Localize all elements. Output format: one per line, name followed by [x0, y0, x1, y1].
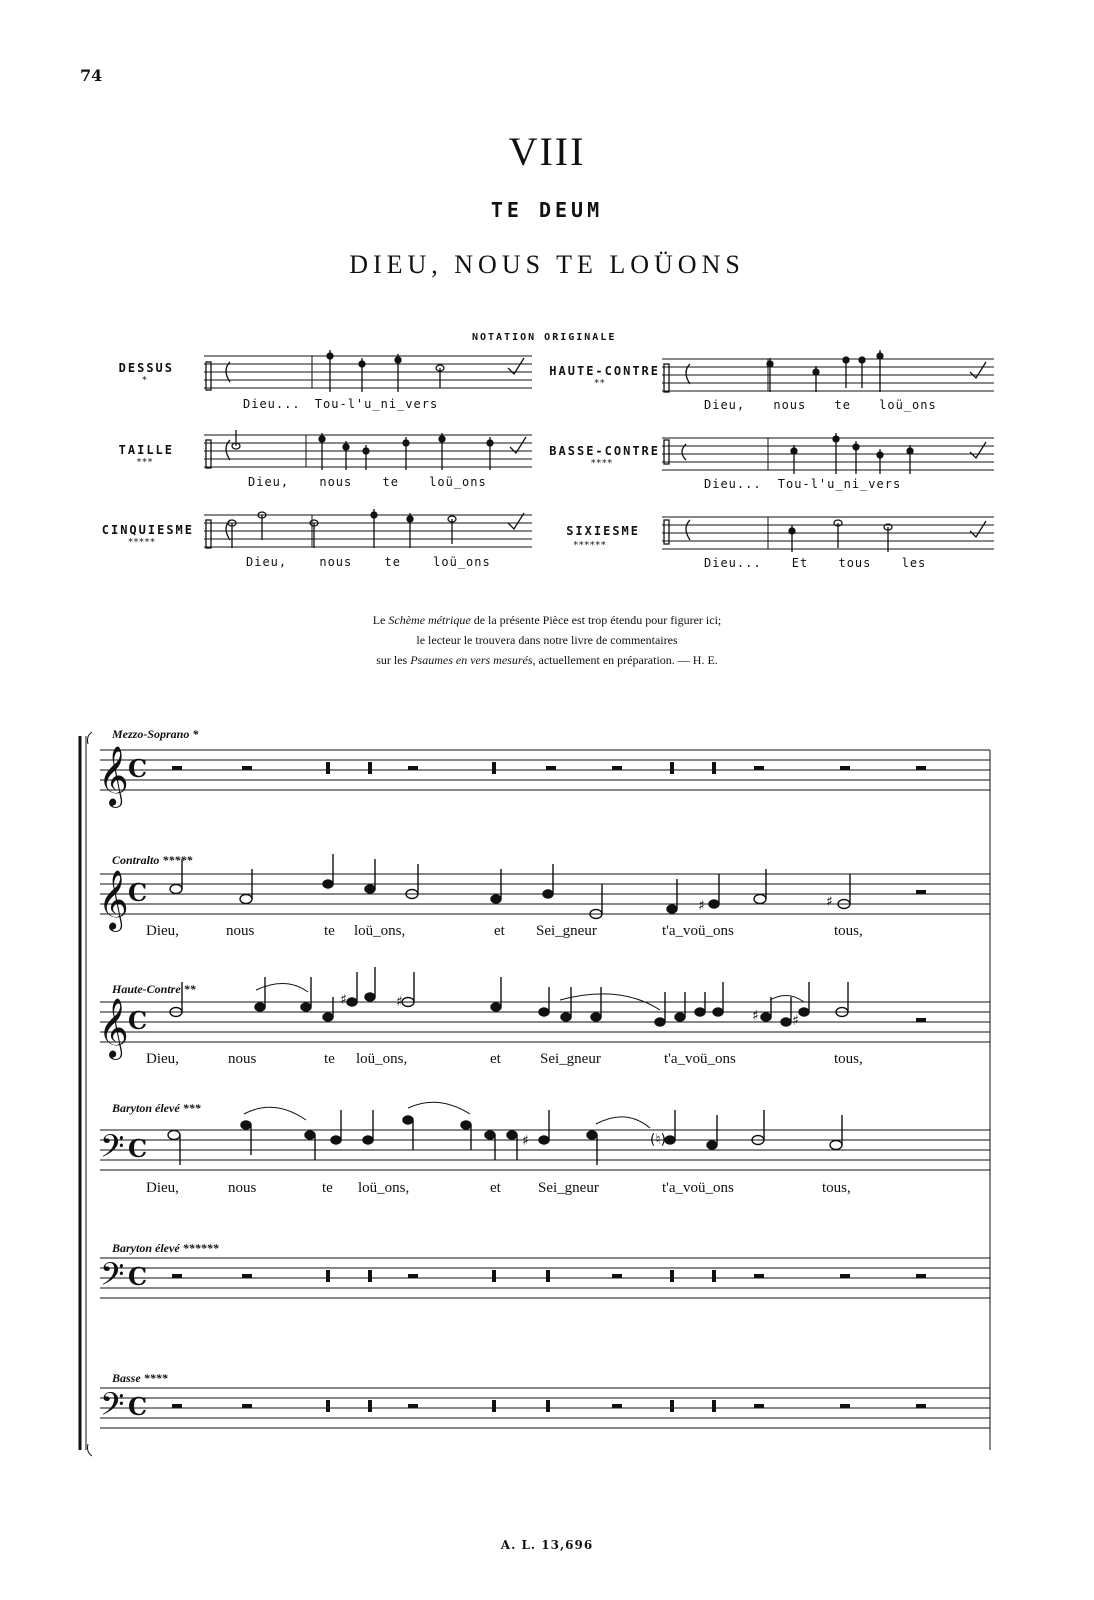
incipit-note — [884, 524, 892, 552]
notice-emphasis: Psaumes en vers mesurés, — [410, 653, 536, 667]
incipit-voice-stars: ***** — [128, 538, 156, 548]
part-name: Mezzo-Soprano * — [112, 727, 199, 741]
incipit-clef — [206, 520, 230, 548]
bass-clef-icon: 𝄢 — [100, 1386, 125, 1430]
incipit-clef — [206, 440, 230, 468]
incipit-lyric: Dieu... Tou-l'u_ni_vers — [243, 397, 439, 411]
incipit-note — [853, 441, 859, 474]
original-notation-label: NOTATION ORIGINALE — [472, 332, 617, 343]
incipit-note — [834, 520, 842, 548]
lyric-syllable: tous, — [834, 923, 863, 939]
sharp-icon: ♯ — [396, 994, 403, 1010]
rest-row — [172, 762, 926, 774]
common-time-icon: C — [128, 878, 148, 907]
notice-line: le lecteur le trouvera dans notre livre de commentaires — [416, 633, 678, 647]
rest — [916, 890, 926, 894]
incipit-lyric: Dieu... Et tous les — [704, 556, 927, 570]
incipit-note — [359, 358, 365, 392]
lyric-syllable: te — [322, 1180, 333, 1196]
baryton-notes — [168, 1102, 842, 1165]
page-number: 74 — [80, 66, 103, 85]
piece-title: DIEU, NOUS TE LOÜONS — [349, 250, 745, 279]
incipit-voice-stars: **** — [591, 459, 613, 469]
lyric-syllable: te — [324, 1051, 335, 1067]
incipit-voice-stars: ****** — [573, 541, 607, 551]
part-name: Contralto ***** — [112, 853, 193, 867]
incipit-clef — [664, 364, 690, 392]
treble-clef-icon: 𝄞 — [98, 746, 129, 806]
incipit-lyric: Dieu, nous te loü_ons — [246, 555, 491, 569]
rest — [916, 1018, 926, 1022]
treble-clef-icon: 𝄞 — [98, 870, 129, 930]
lyric-syllable: loü_ons, — [358, 1180, 410, 1196]
common-time-icon: C — [128, 754, 148, 783]
lyric-syllable: et — [490, 1180, 501, 1196]
bass-clef-icon: 𝄢 — [100, 1128, 125, 1172]
incipit-staff — [662, 438, 994, 470]
incipit-note — [363, 445, 369, 470]
incipit-note — [310, 520, 318, 548]
common-time-icon: C — [128, 1006, 148, 1035]
incipit-note — [327, 350, 333, 392]
incipit-voice-name: TAILLE — [118, 443, 174, 457]
incipit-voice-name: DESSUS — [118, 361, 174, 375]
incipit-lyric: Dieu, nous te loü_ons — [704, 398, 937, 412]
rest-row — [172, 1270, 926, 1282]
sharp-icon: ♯ — [792, 1013, 799, 1029]
common-time-icon: C — [128, 1262, 148, 1291]
contralto-notes — [170, 854, 850, 919]
lyric-syllable: loü_ons, — [356, 1051, 408, 1067]
incipit-staff — [204, 515, 532, 547]
bass-clef-icon: 𝄢 — [100, 1256, 125, 1300]
incipit-clef — [664, 520, 690, 544]
incipit-custos — [970, 362, 986, 378]
lyric-syllable: Sei_gneur — [536, 923, 597, 939]
incipit-staff — [662, 517, 994, 549]
lyric-syllable: te — [324, 923, 335, 939]
lyric-syllable: loü_ons, — [354, 923, 406, 939]
incipit-note — [371, 509, 377, 548]
score-staff — [100, 1258, 990, 1298]
haute-contre-notes — [170, 967, 848, 1026]
incipit-custos — [970, 521, 986, 537]
incipit-clef — [206, 362, 230, 390]
incipit-note — [436, 365, 444, 388]
incipit-voice-stars: *** — [136, 458, 154, 468]
incipit-note — [789, 525, 795, 552]
score-staff — [100, 750, 990, 790]
lyric-syllable: tous, — [822, 1180, 851, 1196]
part-name: Basse **** — [112, 1371, 168, 1385]
incipit-clef — [664, 440, 686, 464]
piece-number: VIII — [508, 129, 586, 174]
incipit-lyric: Dieu, nous te loü_ons — [248, 475, 487, 489]
sharp-icon: ♯ — [522, 1133, 529, 1149]
lyric-syllable: Sei_gneur — [538, 1180, 599, 1196]
incipit-note — [232, 430, 240, 449]
notice-emphasis: Schème métrique — [388, 613, 471, 627]
lyric-syllable: t'a_voü_ons — [662, 1180, 734, 1196]
incipit-voice-name: BASSE-CONTRE — [549, 444, 660, 458]
incipit-lyric: Dieu... Tou-l'u_ni_vers — [704, 477, 902, 491]
lyric-syllable: et — [490, 1051, 501, 1067]
common-time-icon: C — [128, 1392, 148, 1421]
piece-subtitle: TE DEUM — [490, 198, 604, 222]
incipit-note — [487, 437, 493, 470]
incipit-note — [228, 520, 236, 548]
lyric-syllable: nous — [228, 1051, 257, 1067]
incipit-voice-stars: ** — [594, 379, 606, 389]
incipit-note — [448, 516, 456, 544]
lyric-syllable: Sei_gneur — [540, 1051, 601, 1067]
incipit-note — [813, 366, 819, 392]
notice-line: sur les Psaumes en vers mesurés, actuellement en préparation. — H. E. — [376, 653, 718, 667]
part-name: Haute-Contre ** — [112, 982, 196, 996]
lyric-syllable: et — [494, 923, 505, 939]
lyric-syllable: nous — [226, 923, 255, 939]
sharp-icon: ♯ — [340, 992, 347, 1008]
incipit-staff — [662, 359, 994, 391]
part-name: Baryton élevé *** — [112, 1101, 201, 1115]
sharp-icon: ♯ — [826, 894, 833, 910]
common-time-icon: C — [128, 1134, 148, 1163]
notice-line: Le Schème métrique de la présente Pièce est trop étendu pour figurer ici; — [372, 613, 722, 627]
lyric-syllable: Dieu, — [146, 923, 179, 939]
incipit-note — [877, 350, 883, 392]
incipit-voice-name: SIXIESME — [566, 524, 640, 538]
incipit-voice-name: CINQUIESME — [101, 523, 194, 537]
part-name: Baryton élevé ****** — [112, 1241, 219, 1255]
lyric-syllable: Dieu, — [146, 1180, 179, 1196]
incipit-note — [258, 512, 266, 540]
rests — [172, 762, 926, 1412]
incipit-note — [395, 354, 401, 392]
incipit-staff — [204, 356, 532, 388]
plate-number: A. L. 13,696 — [500, 1538, 594, 1552]
lyric-syllable: t'a_voü_ons — [664, 1051, 736, 1067]
lyric-syllable: tous, — [834, 1051, 863, 1067]
incipit-note — [403, 437, 409, 470]
sharp-icon: ♯ — [698, 898, 705, 914]
score-staff — [100, 1388, 990, 1428]
incipit-note — [343, 441, 349, 470]
sharp-icon: ♯ — [752, 1008, 759, 1024]
incipit-custos — [970, 442, 986, 458]
lyric-syllable: nous — [228, 1180, 257, 1196]
lyric-syllable: t'a_voü_ons — [662, 923, 734, 939]
incipit-voice-name: HAUTE-CONTRE — [549, 364, 660, 378]
rest-row — [172, 1400, 926, 1412]
incipit-voice-stars: * — [142, 376, 148, 386]
treble-clef-icon: 𝄞 — [98, 998, 129, 1058]
lyric-syllable: Dieu, — [146, 1051, 179, 1067]
natural-icon: (♮) — [650, 1132, 666, 1148]
